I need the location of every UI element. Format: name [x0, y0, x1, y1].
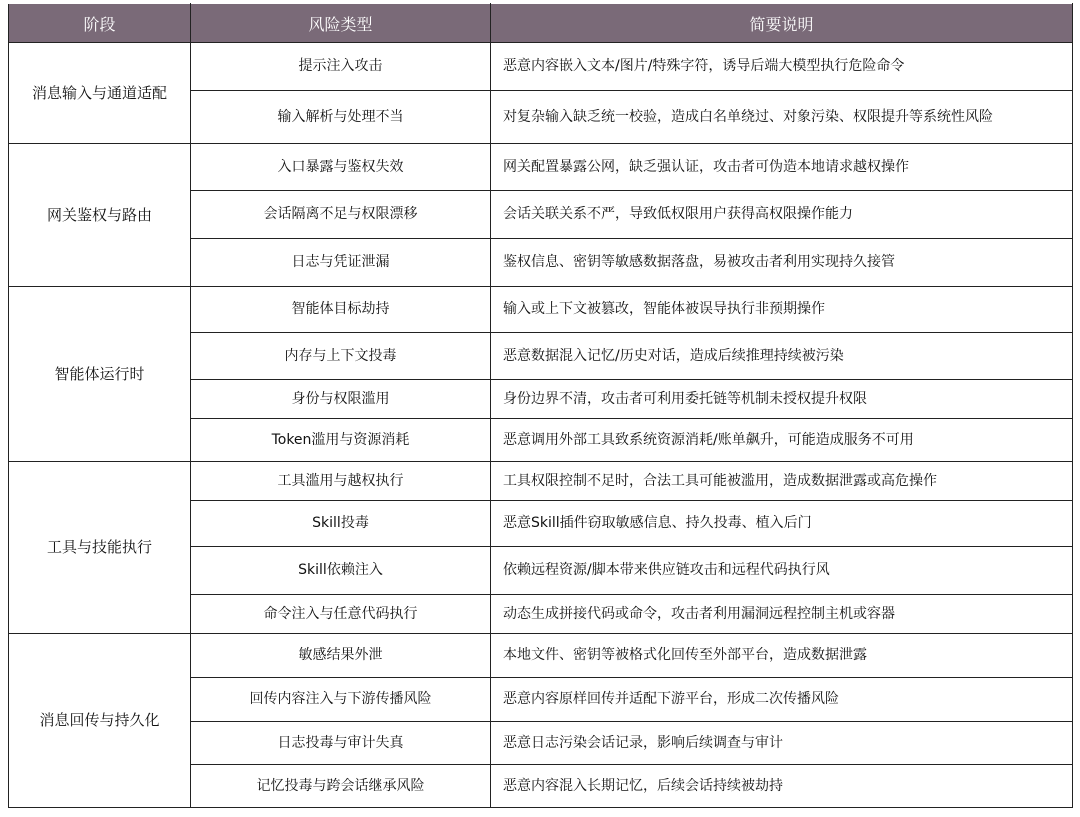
risk-type-cell: 命令注入与任意代码执行	[191, 595, 491, 634]
table-row	[9, 287, 1073, 333]
description-cell: 鉴权信息、密钥等敏感数据落盘，易被攻击者利用实现持久接管	[491, 239, 1073, 287]
risk-type-cell: 智能体目标劫持	[191, 287, 491, 333]
description-cell: 恶意内容嵌入文本/图片/特殊字符，诱导后端大模型执行危险命令	[491, 43, 1073, 91]
description-cell: 对复杂输入缺乏统一校验，造成白名单绕过、对象污染、权限提升等系统性风险	[491, 91, 1073, 144]
risk-type-cell: 敏感结果外泄	[191, 634, 491, 678]
description-cell: 恶意内容混入长期记忆，后续会话持续被劫持	[491, 765, 1073, 808]
risk-type-cell: 工具滥用与越权执行	[191, 462, 491, 501]
risk-type-cell: 日志投毒与审计失真	[191, 722, 491, 765]
description-cell: 会话关联关系不严，导致低权限用户获得高权限操作能力	[491, 191, 1073, 239]
risk-type-cell: 回传内容注入与下游传播风险	[191, 678, 491, 722]
risk-type-cell: 内存与上下文投毒	[191, 333, 491, 380]
table-row	[9, 144, 1073, 191]
description-cell: 恶意数据混入记忆/历史对话，造成后续推理持续被污染	[491, 333, 1073, 380]
description-cell: 网关配置暴露公网，缺乏强认证，攻击者可伪造本地请求越权操作	[491, 144, 1073, 191]
stage-cell: 消息回传与持久化	[9, 634, 191, 808]
header-description: 简要说明	[491, 4, 1073, 43]
risk-type-cell: 会话隔离不足与权限漂移	[191, 191, 491, 239]
stage-cell: 网关鉴权与路由	[9, 144, 191, 287]
description-cell: 身份边界不清，攻击者可利用委托链等机制未授权提升权限	[491, 380, 1073, 419]
risk-table-container	[8, 3, 1072, 808]
risk-type-cell: 身份与权限滥用	[191, 380, 491, 419]
description-cell: 输入或上下文被篡改，智能体被误导执行非预期操作	[491, 287, 1073, 333]
description-cell: 恶意Skill插件窃取敏感信息、持久投毒、植入后门	[491, 501, 1073, 547]
table-row	[9, 462, 1073, 501]
risk-type-cell: Skill投毒	[191, 501, 491, 547]
table-header-row	[9, 4, 1073, 43]
header-stage: 阶段	[9, 4, 191, 43]
description-cell: 动态生成拼接代码或命令，攻击者利用漏洞远程控制主机或容器	[491, 595, 1073, 634]
stage-cell: 智能体运行时	[9, 287, 191, 462]
risk-table	[8, 3, 1073, 808]
description-cell: 恶意调用外部工具致系统资源消耗/账单飙升，可能造成服务不可用	[491, 419, 1073, 462]
table-row	[9, 634, 1073, 678]
risk-type-cell: 输入解析与处理不当	[191, 91, 491, 144]
risk-type-cell: 日志与凭证泄漏	[191, 239, 491, 287]
risk-type-cell: 提示注入攻击	[191, 43, 491, 91]
description-cell: 依赖远程资源/脚本带来供应链攻击和远程代码执行风	[491, 547, 1073, 595]
risk-type-cell: 入口暴露与鉴权失效	[191, 144, 491, 191]
stage-cell: 工具与技能执行	[9, 462, 191, 634]
stage-cell: 消息输入与通道适配	[9, 43, 191, 144]
risk-type-cell: Token滥用与资源消耗	[191, 419, 491, 462]
description-cell: 工具权限控制不足时，合法工具可能被滥用，造成数据泄露或高危操作	[491, 462, 1073, 501]
description-cell: 本地文件、密钥等被格式化回传至外部平台，造成数据泄露	[491, 634, 1073, 678]
header-risk-type: 风险类型	[191, 4, 491, 43]
description-cell: 恶意内容原样回传并适配下游平台，形成二次传播风险	[491, 678, 1073, 722]
description-cell: 恶意日志污染会话记录，影响后续调查与审计	[491, 722, 1073, 765]
table-row	[9, 43, 1073, 91]
risk-type-cell: 记忆投毒与跨会话继承风险	[191, 765, 491, 808]
risk-type-cell: Skill依赖注入	[191, 547, 491, 595]
